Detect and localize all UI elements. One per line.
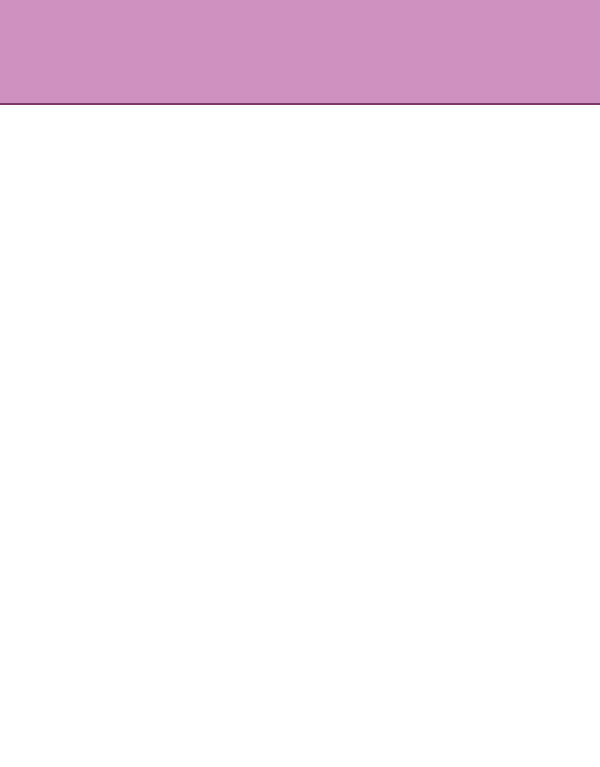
header-banner <box>0 0 600 103</box>
header-rule <box>0 103 600 105</box>
